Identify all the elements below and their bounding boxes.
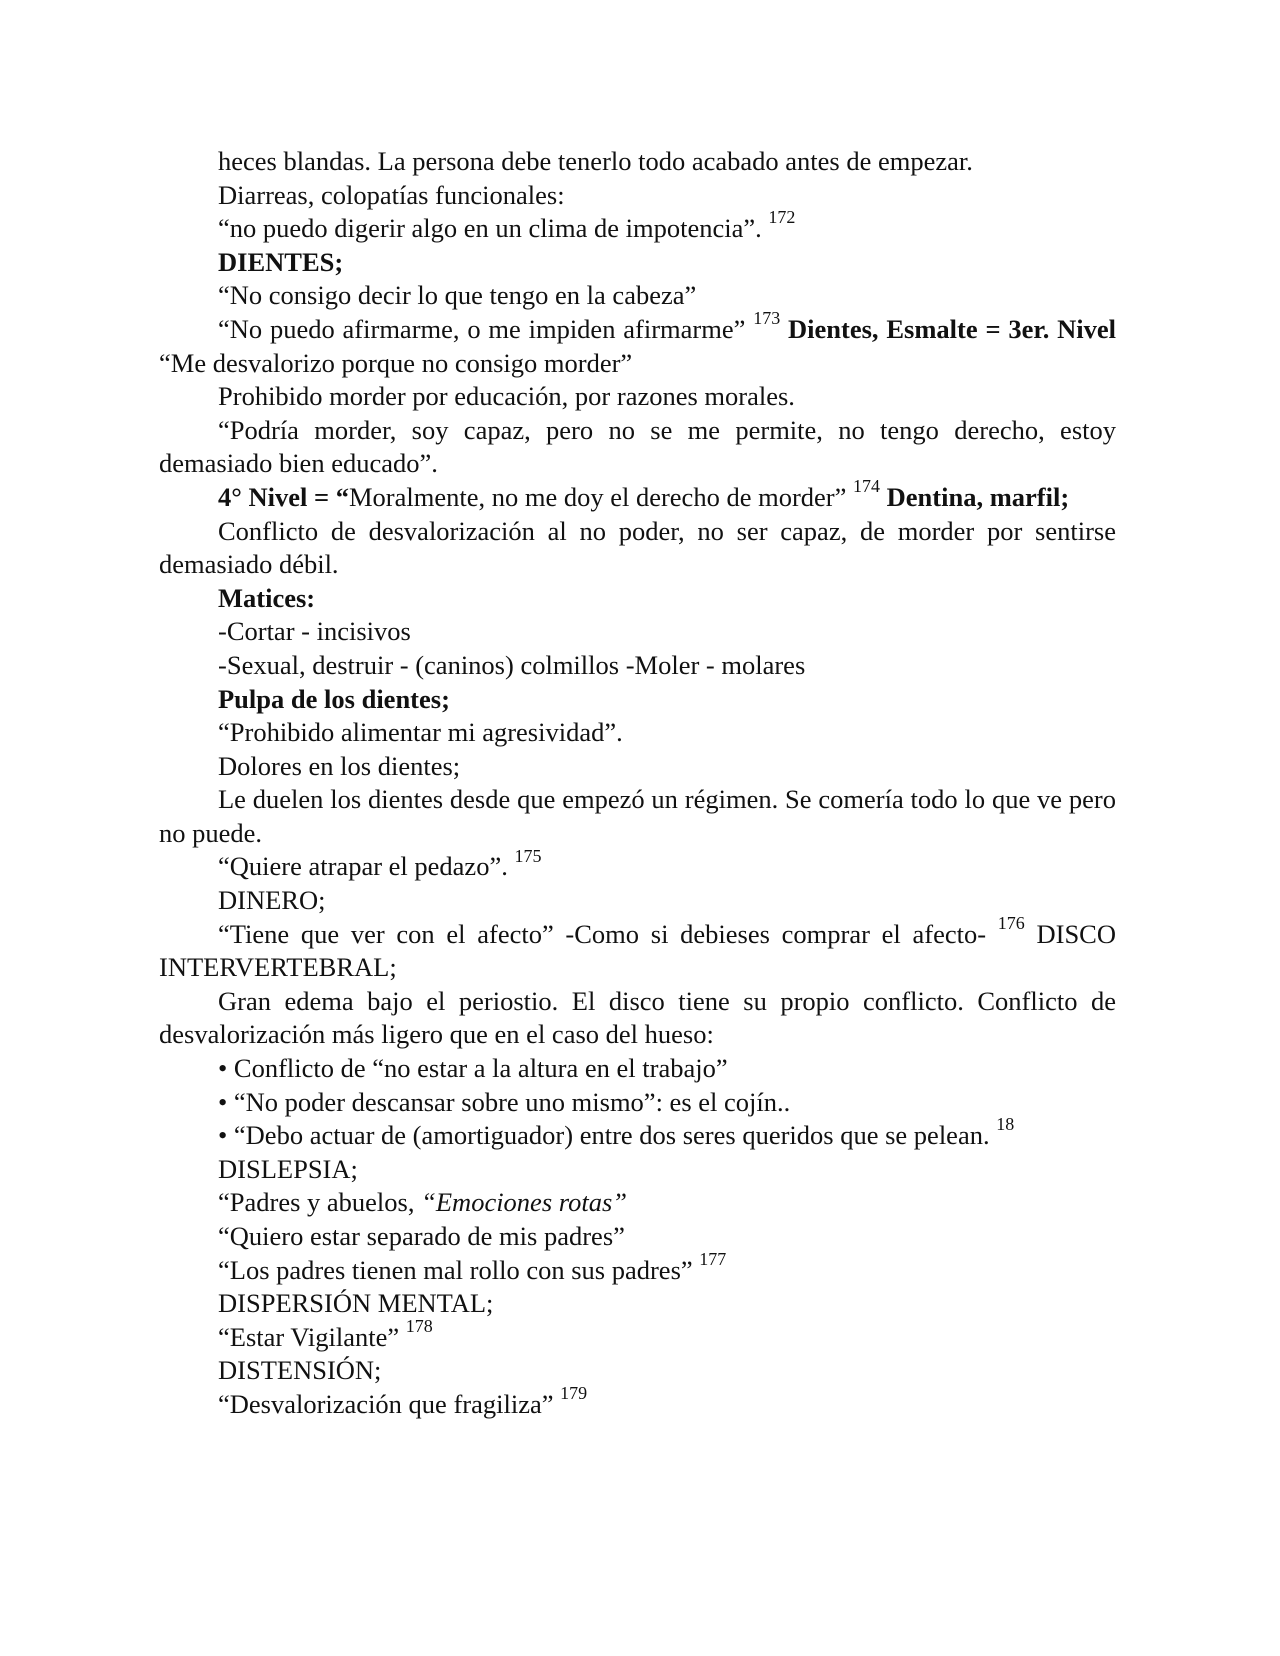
footnote-ref: 173 xyxy=(753,308,781,329)
text: “No puedo afirmarme, o me impiden afirmarme” xyxy=(218,313,746,344)
footnote-ref: 175 xyxy=(514,845,542,866)
section-heading-dinero xyxy=(159,884,1116,918)
text: “Quiero estar separado de mis padres” xyxy=(218,1221,625,1251)
bold-text: Dentina, marfil; xyxy=(886,481,1070,512)
text: -Cortar - incisivos xyxy=(218,616,411,647)
text: -Sexual, destruir - (caninos) colmillos -Moler - molares xyxy=(218,649,806,680)
text: DISCO INTERVERTEBRAL; xyxy=(159,918,1116,983)
text: • Conflicto de “no estar a la altura en el trabajo” xyxy=(218,1053,728,1084)
text: Conflicto de desvalorización al no poder, no ser capaz, de morder por sentirse demasiado débil. xyxy=(159,515,1116,580)
paragraph xyxy=(159,985,1116,1052)
text: “Quiere atrapar el pedazo”. xyxy=(218,851,508,882)
paragraph xyxy=(159,716,1116,750)
paragraph xyxy=(159,1220,1116,1254)
paragraph xyxy=(159,1186,1116,1220)
text: “No consigo decir lo que tengo en la cabeza” xyxy=(218,280,697,311)
text: • “No poder descansar sobre uno mismo”: es el cojín.. xyxy=(218,1086,791,1117)
footnote-ref: 177 xyxy=(699,1248,727,1269)
section-heading-dislepsia xyxy=(159,1153,1116,1187)
text: Moralmente, no me doy el derecho de morder” xyxy=(348,481,847,512)
paragraph xyxy=(159,179,1116,213)
subheading-pulpa xyxy=(159,683,1116,717)
text: “Padres y abuelos, xyxy=(218,1187,422,1218)
section-heading-dientes xyxy=(159,246,1116,280)
footnote-ref: 179 xyxy=(560,1383,588,1404)
footnote-ref: 174 xyxy=(853,476,880,497)
text: Gran edema bajo el periostio. El disco tiene su propio conflicto. Conflicto de desvalorización más ligero que en el caso del hueso: xyxy=(159,985,1116,1050)
list-item xyxy=(159,615,1116,649)
footnote-ref: 178 xyxy=(405,1315,433,1336)
paragraph xyxy=(159,1315,1116,1355)
paragraph xyxy=(159,414,1116,481)
text: • “Debo actuar de (amortiguador) entre dos seres queridos que se pelean. xyxy=(218,1120,990,1151)
section-heading-dispersion xyxy=(159,1287,1116,1321)
heading-text: DIENTES; xyxy=(218,246,344,277)
paragraph xyxy=(159,783,1116,850)
heading-text: DINERO; xyxy=(218,885,326,916)
text: Dolores en los dientes; xyxy=(218,750,461,781)
heading-text: DISTENSIÓN; xyxy=(218,1355,382,1386)
footnote-ref: 172 xyxy=(768,207,796,228)
footnote-ref: 176 xyxy=(997,912,1025,933)
paragraph xyxy=(159,279,1116,313)
paragraph xyxy=(159,845,1116,884)
paragraph xyxy=(159,750,1116,784)
bullet-item xyxy=(159,1114,1116,1153)
text: “Podría morder, soy capaz, pero no se me permite, no tengo derecho, estoy demasiado bien educado”. xyxy=(159,414,1116,479)
text: Diarreas, colopatías funcionales: xyxy=(218,179,565,210)
paragraph xyxy=(159,145,1116,179)
text: Prohibido morder por educación, por razones morales. xyxy=(218,381,795,412)
paragraph xyxy=(159,207,1116,246)
paragraph xyxy=(159,515,1116,582)
text: “Desvalorización que fragiliza” xyxy=(218,1388,554,1419)
list-item xyxy=(159,649,1116,683)
bullet-item xyxy=(159,1052,1116,1086)
paragraph xyxy=(159,308,1117,380)
text: “Prohibido alimentar mi agresividad”. xyxy=(218,717,623,748)
text: heces blandas. La persona debe tenerlo todo acabado antes de empezar. xyxy=(218,146,973,176)
bold-text: 4° Nivel = “ xyxy=(218,481,349,512)
text: “no puedo digerir algo en un clima de impotencia”. xyxy=(218,213,762,244)
heading-text: Matices: xyxy=(218,582,316,613)
document-page xyxy=(159,145,1116,1422)
text: “Los padres tienen mal rollo con sus padres” xyxy=(218,1254,693,1285)
text: “Tiene que ver con el afecto” -Como si debieses comprar el afecto- xyxy=(218,918,987,949)
paragraph xyxy=(159,912,1116,985)
bold-text: Dientes, Esmalte = 3er. Nivel xyxy=(788,313,1117,344)
paragraph xyxy=(159,380,1116,414)
paragraph xyxy=(159,476,1116,515)
italic-text: “Emociones rotas” xyxy=(421,1187,628,1218)
text: “Estar Vigilante” xyxy=(218,1321,400,1352)
text: Le duelen los dientes desde que empezó un régimen. Se comería todo lo que ve pero no puede. xyxy=(159,784,1116,848)
paragraph xyxy=(159,1383,1116,1422)
text: “Me desvalorizo porque no consigo morder” xyxy=(159,347,633,378)
heading-text: DISLEPSIA; xyxy=(218,1153,358,1184)
bullet-item xyxy=(159,1086,1116,1120)
heading-text: Pulpa de los dientes; xyxy=(218,683,450,714)
heading-text: DISPERSIÓN MENTAL; xyxy=(218,1288,494,1319)
footnote-ref: 18 xyxy=(996,1114,1015,1135)
section-heading-distension xyxy=(159,1354,1116,1388)
paragraph xyxy=(159,1248,1116,1288)
subheading-matices xyxy=(159,582,1116,616)
